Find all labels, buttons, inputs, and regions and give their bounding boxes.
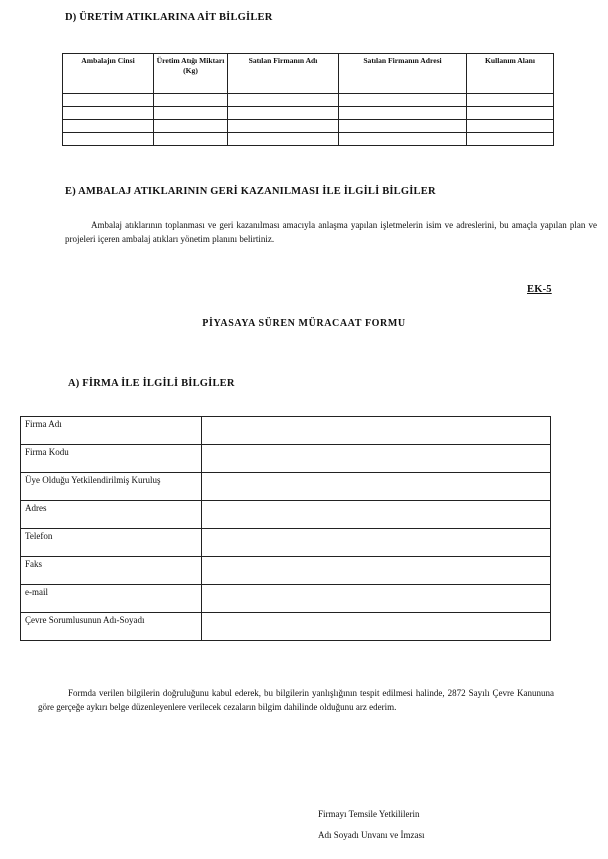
table-cell[interactable] <box>339 94 467 107</box>
table-row <box>63 107 554 120</box>
declaration-text: Formda verilen bilgilerin doğruluğunu kabul ederek, bu bilgilerin yanlışlığının tespit edilmesi halinde, 2872 Sayılı Çevre Kanununa göre gerçeğe aykırı belge düzenleyenlere verilecek cezaların bilgim dahilinde olduğunu arz ederim. <box>38 688 554 712</box>
field-label: Üye Olduğu Yetkilendirilmiş Kuruluş <box>21 473 202 501</box>
field-value[interactable] <box>202 445 551 473</box>
table-cell[interactable] <box>63 94 154 107</box>
field-label: Adres <box>21 501 202 529</box>
production-waste-table <box>62 53 554 146</box>
section-e-body: Ambalaj atıklarının toplanması ve geri kazanılması amacıyla anlaşma yapılan işletmelerin isim ve adreslerini, bu amaçla yapılan plan ve projeleri içeren ambalaj atıkları yönetim planını belirtiniz. <box>65 220 597 244</box>
section-e-title: E) AMBALAJ ATIKLARININ GERİ KAZANILMASI İLE İLGİLİ BİLGİLER <box>65 186 436 197</box>
field-label: Faks <box>21 557 202 585</box>
column-header: Kullanım Alanı <box>467 54 554 94</box>
table-row <box>63 94 554 107</box>
field-label: Telefon <box>21 529 202 557</box>
field-label: Firma Adı <box>21 417 202 445</box>
field-value[interactable] <box>202 501 551 529</box>
section-d-title: D) ÜRETİM ATIKLARINA AİT BİLGİLER <box>65 12 273 23</box>
table-cell[interactable] <box>63 120 154 133</box>
column-header: Satılan Firmanın Adresi <box>339 54 467 94</box>
table-cell[interactable] <box>467 107 554 120</box>
table-cell[interactable] <box>467 133 554 146</box>
table-row <box>21 613 551 641</box>
field-value[interactable] <box>202 529 551 557</box>
firm-info-table <box>20 416 551 641</box>
field-value[interactable] <box>202 473 551 501</box>
table-row <box>63 133 554 146</box>
table-row <box>21 501 551 529</box>
table-row <box>21 473 551 501</box>
field-value[interactable] <box>202 417 551 445</box>
field-value[interactable] <box>202 585 551 613</box>
table-row <box>21 417 551 445</box>
table-cell[interactable] <box>467 94 554 107</box>
form-title: PİYASAYA SÜREN MÜRACAAT FORMU <box>202 318 406 329</box>
table-cell[interactable] <box>154 133 228 146</box>
table-cell[interactable] <box>154 94 228 107</box>
field-label: Çevre Sorumlusunun Adı-Soyadı <box>21 613 202 641</box>
table-row <box>63 120 554 133</box>
column-header: Ambalajın Cinsi <box>63 54 154 94</box>
table-row <box>21 529 551 557</box>
column-header: Üretim Atığı Miktarı (Kg) <box>154 54 228 94</box>
annex-label: EK-5 <box>527 284 552 295</box>
table-cell[interactable] <box>154 120 228 133</box>
table-row <box>21 445 551 473</box>
field-value[interactable] <box>202 613 551 641</box>
table-cell[interactable] <box>339 107 467 120</box>
section-a-title: A) FİRMA İLE İLGİLİ BİLGİLER <box>68 378 235 389</box>
table-cell[interactable] <box>63 107 154 120</box>
field-label: Firma Kodu <box>21 445 202 473</box>
table-cell[interactable] <box>339 120 467 133</box>
table-row <box>21 557 551 585</box>
table-cell[interactable] <box>228 107 339 120</box>
table-cell[interactable] <box>228 120 339 133</box>
column-header: Satılan Firmanın Adı <box>228 54 339 94</box>
signature-line-1: Firmayı Temsile Yetkililerin <box>318 809 420 819</box>
table-cell[interactable] <box>228 94 339 107</box>
table-cell[interactable] <box>339 133 467 146</box>
field-value[interactable] <box>202 557 551 585</box>
table-header-row <box>63 54 554 94</box>
field-label: e-mail <box>21 585 202 613</box>
table-cell[interactable] <box>154 107 228 120</box>
table-cell[interactable] <box>63 133 154 146</box>
table-row <box>21 585 551 613</box>
table-cell[interactable] <box>228 133 339 146</box>
signature-line-2: Adı Soyadı Unvanı ve İmzası <box>318 830 425 840</box>
table-cell[interactable] <box>467 120 554 133</box>
